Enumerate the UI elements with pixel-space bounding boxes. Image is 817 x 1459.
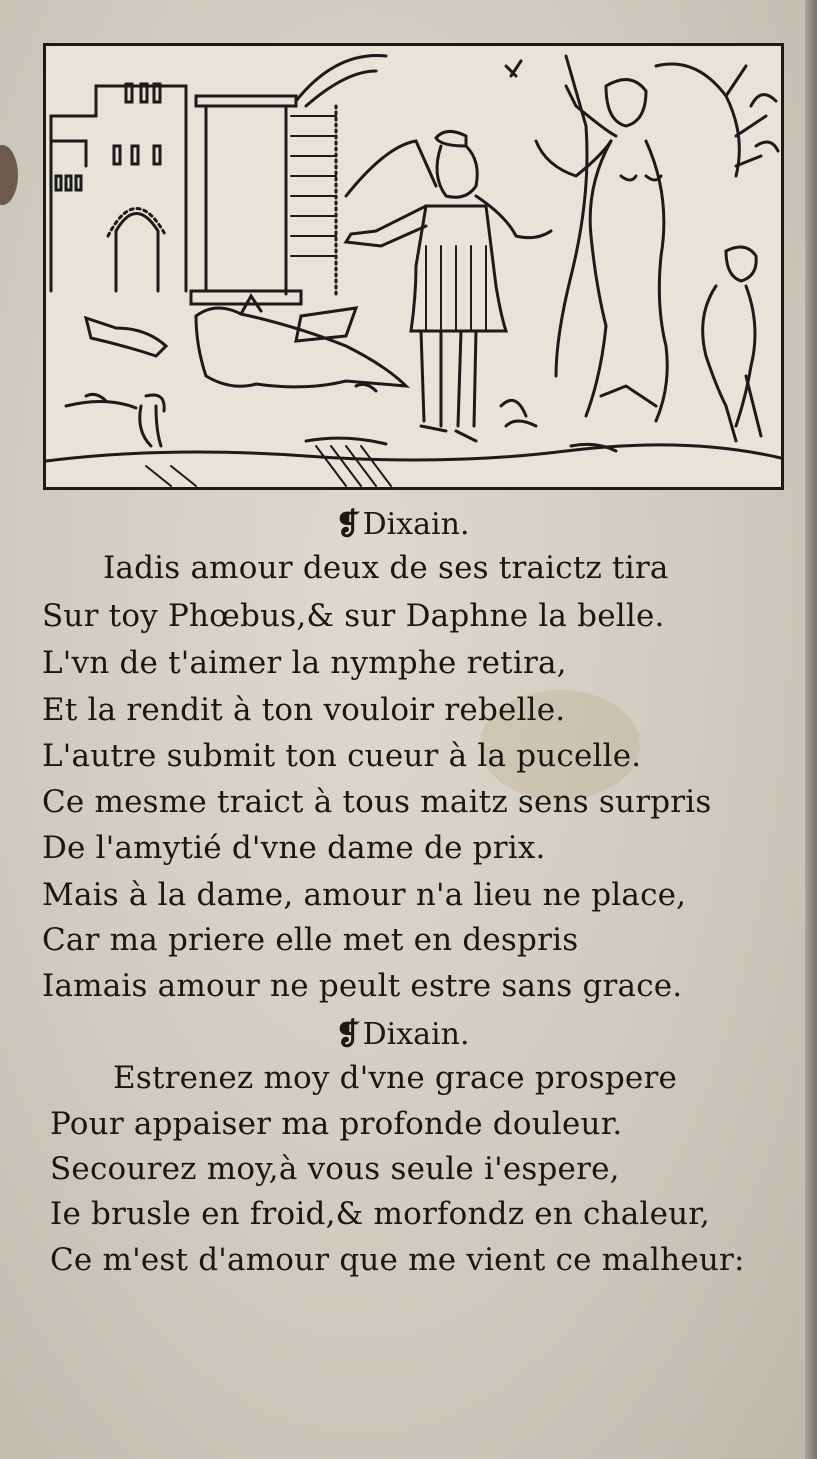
verse-line: De l'amytié d'vne dame de prix. [42, 830, 546, 866]
binding-hole [0, 145, 18, 205]
verse-line: Secourez moy,à vous seule i'espere, [50, 1151, 620, 1187]
page-edge [805, 0, 817, 1459]
verse-line: Mais à la dame, amour n'a lieu ne place, [42, 877, 687, 913]
verse-line: Ce mesme traict à tous maitz sens surpris [42, 784, 712, 820]
verse-line: Ie brusle en froid,& morfondz en chaleur, [50, 1196, 710, 1232]
verse-line: Car ma priere elle met en despris [42, 922, 579, 958]
verse-line: L'autre submit ton cueur à la pucelle. [42, 738, 642, 774]
heading-text: Dixain. [362, 507, 470, 542]
verse-line: Ce m'est d'amour que me vient ce malheur: [50, 1242, 745, 1278]
pilcrow-icon: ❡ [335, 507, 361, 542]
woodcut-drawing [46, 46, 781, 487]
verse-line: L'vn de t'aimer la nymphe retira, [42, 645, 567, 681]
verse-line: Iadis amour deux de ses traictz tira [103, 550, 669, 586]
dixain-heading-2 [0, 1015, 805, 1055]
verse-line: Sur toy Phœbus,& sur Daphne la belle. [42, 598, 665, 634]
verse-line: Et la rendit à ton vouloir rebelle. [42, 692, 566, 728]
pilcrow-icon: ❡ [335, 1017, 361, 1052]
verse-line: Iamais amour ne peult estre sans grace. [42, 968, 683, 1004]
dixain-heading-1 [0, 505, 805, 545]
verse-line: Pour appaiser ma profonde douleur. [50, 1106, 623, 1142]
verse-line: Estrenez moy d'vne grace prospere [113, 1060, 678, 1096]
woodcut-illustration [43, 43, 784, 490]
heading-text: Dixain. [362, 1017, 470, 1052]
